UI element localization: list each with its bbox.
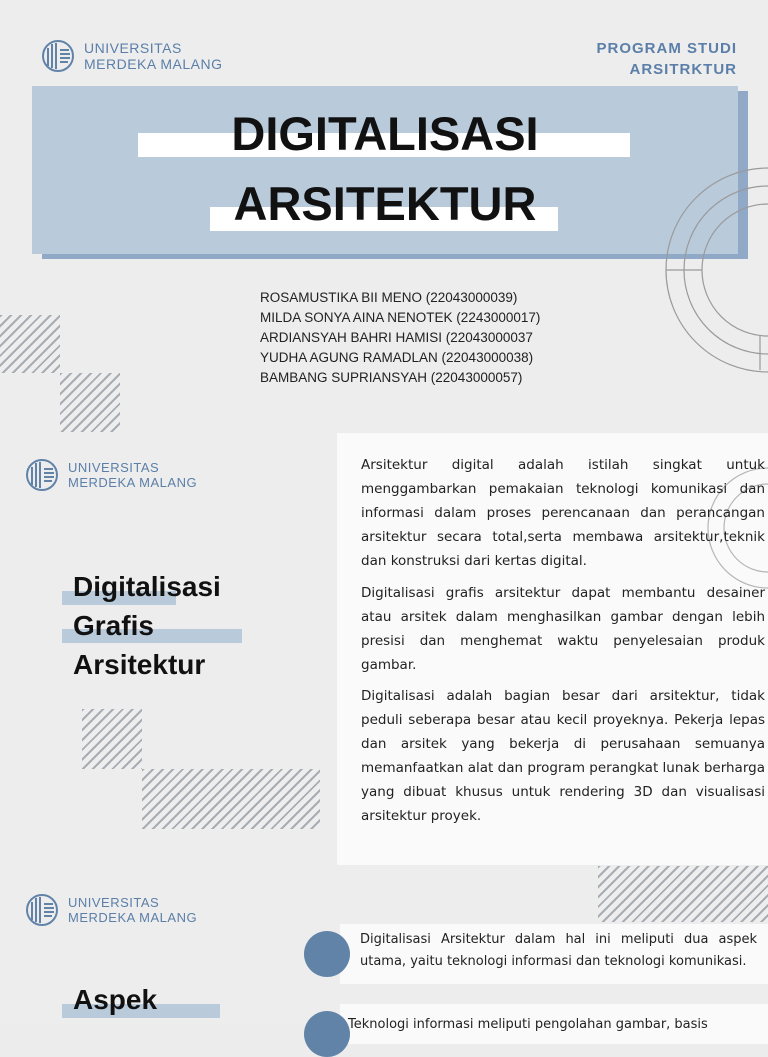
- heading-line: Digitalisasi: [73, 571, 221, 602]
- paragraph-2: Digitalisasi grafis arsitektur dapat membantu desainer atau arsitek dalam menghasilkan gambar dengan lebih presisi dan menghemat waktu penyelesaian produk gambar.: [361, 585, 765, 673]
- main-title-line1: DIGITALISASI: [231, 107, 539, 160]
- point-1-text: Digitalisasi Arsitektur dalam hal ini meliputi dua aspek utama, yaitu teknologi informasi dan teknologi komunikasi.: [360, 932, 757, 969]
- paragraph-1: Arsitektur digital adalah istilah singkat untuk menggambarkan pemakaian teknologi komunikasi dan informasi dalam proses perencanaan dan perancangan arsitektur secara total,serta membawa arsitektur,teknik dan konstruksi dari kertas digital.: [361, 457, 765, 569]
- point-2-text: Teknologi informasi meliputi pengolahan gambar, basis: [348, 1017, 708, 1032]
- author-item: MILDA SONYA AINA NENOTEK (2243000017): [260, 310, 541, 325]
- hatch-pattern: [60, 373, 120, 432]
- university-logo: [42, 40, 222, 72]
- hatch-pattern: [598, 866, 768, 922]
- university-name-line1: UNIVERSITAS: [68, 460, 160, 475]
- program-studi: [597, 38, 738, 80]
- main-title-line2: ARSITEKTUR: [233, 177, 537, 230]
- prodi-line1: PROGRAM STUDI: [596, 40, 737, 57]
- bullet-dot-icon: [304, 1011, 350, 1057]
- university-name-line2: MERDEKA MALANG: [68, 910, 198, 925]
- heading-line: Grafis: [73, 610, 154, 641]
- university-logo-icon: [26, 894, 58, 926]
- section-heading: Aspek: [73, 984, 158, 1015]
- hatch-pattern: [142, 769, 320, 829]
- university-name-line2: MERDEKA MALANG: [84, 56, 223, 72]
- slide-aspek: [0, 866, 768, 1032]
- hatch-pattern: [0, 315, 60, 373]
- paragraph-3: Digitalisasi adalah bagian besar dari arsitektur, tidak peduli seberapa besar atau kecil proyeknya. Pekerja lepas dan arsitek yang bekerja di perusahaan semuanya memanfaatkan alat dan program perangkat lunak berharga yang dibuat khusus untuk rendering 3D dan visualisasi arsitektur proyek.: [361, 688, 765, 824]
- university-logo-icon: [26, 459, 58, 491]
- university-logo: [26, 459, 197, 491]
- heading-line: Arsitektur: [73, 649, 206, 680]
- title-band: [32, 86, 738, 254]
- author-item: YUDHA AGUNG RAMADLAN (22043000038): [260, 350, 534, 365]
- decorative-rings-icon: [660, 170, 768, 370]
- author-item: BAMBANG SUPRIANSYAH (22043000057): [260, 370, 523, 385]
- slide-cover: [0, 0, 768, 432]
- university-logo-icon: [42, 40, 74, 72]
- university-name-line1: UNIVERSITAS: [84, 40, 182, 56]
- university-name: [68, 460, 197, 490]
- slide-digitalisasi-grafis: [0, 433, 768, 865]
- author-item: ARDIANSYAH BAHRI HAMISI (22043000037: [260, 330, 533, 345]
- university-logo: [26, 894, 197, 926]
- section-heading: [73, 567, 221, 684]
- hatch-pattern: [82, 709, 142, 769]
- author-list: [260, 288, 540, 388]
- university-name: [68, 895, 197, 925]
- author-item: ROSAMUSTIKA BII MENO (22043000039): [260, 290, 518, 305]
- prodi-line2: ARSITRKTUR: [629, 61, 737, 78]
- university-name-line1: UNIVERSITAS: [68, 895, 160, 910]
- university-name-line2: MERDEKA MALANG: [68, 475, 198, 490]
- university-name: [84, 40, 222, 72]
- bullet-dot-icon: [304, 931, 350, 977]
